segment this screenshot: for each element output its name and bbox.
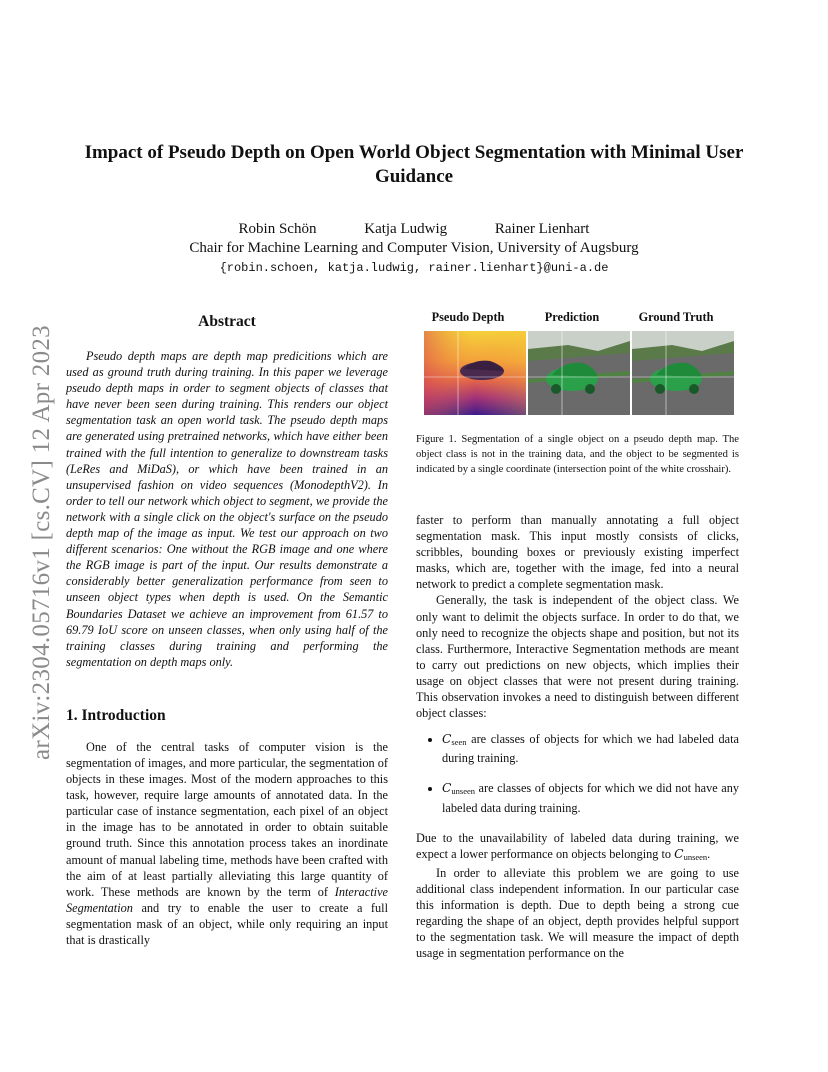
intro-text-b: and try to enable the user to create a full segmentation mask of an object, while only requiring an input that is drastically	[66, 900, 388, 947]
paragraph-expectation	[416, 830, 739, 865]
author-emails: {robin.schoen, katja.ludwig, rainer.lienhart}@uni-a.de	[219, 261, 609, 275]
list-item-unseen	[442, 780, 739, 815]
unseen-inline-subscript: unseen	[683, 851, 708, 862]
prediction-image	[528, 331, 630, 415]
list-item-seen	[442, 731, 739, 766]
right-column	[416, 310, 739, 961]
expectation-text: Due to the unavailability of labeled data during training, we expect a lower performance on objects belonging to	[416, 830, 739, 861]
c-unseen-symbol: C	[442, 781, 452, 796]
left-column	[66, 310, 388, 948]
affiliation: Chair for Machine Learning and Computer Vision, University of Augsburg	[189, 240, 639, 256]
c-unseen-inline: C	[674, 846, 684, 861]
unseen-text: are classes of objects for which we did not have any labeled data during training.	[442, 781, 739, 815]
c-seen-symbol: C	[442, 732, 452, 747]
seen-text: are classes of objects for which we had labeled data during training.	[442, 732, 739, 766]
arxiv-identifier: arXiv:2304.05716v1 [cs.CV] 12 Apr 2023	[28, 325, 55, 760]
abstract-heading: Abstract	[198, 313, 256, 330]
header-pseudo-depth: Pseudo Depth	[431, 310, 505, 324]
abstract-text: Pseudo depth maps are depth map predicitions which are used as ground truth during training. In this paper we leverage pseudo depth maps in order to segment objects of classes that have never been seen during training. This renders our object segmentation task an open world task. The pseudo depth maps are generated using pretrained networks, which have either been trained with the full intention to generalize to downstream tasks (LeRes and MiDaS), or which have been trained in an unsupervised fashion on video sequences (MonodepthV2). In order to tell our network which object to segment, we provide the network with a single click on the object's surface on the pseudo depth map of the image as input. We test our approach on two different scenarios: One without the RGB image and one where the RGB image is part of the input. Our results demonstrate a considerably better generalization performance from seen to unseen object types when depth is used. On the Semantic Boundaries Dataset we achieve an improvement from 61.57 to 69.79 IoU score on unseen classes, when only using half of the training classes during training and performing the segmentation on depth maps only.	[66, 349, 388, 669]
author-1: Robin Schön	[238, 221, 317, 237]
intro-emphasis: Interactive Segmentation	[66, 884, 388, 915]
header-ground-truth: Ground Truth	[638, 310, 714, 324]
unseen-subscript: unseen	[451, 786, 476, 797]
paragraph-depth-cue: In order to alleviate this problem we are going to use additional class independent information. In our particular case this information is depth. Due to depth being a strong cue regarding the shape of an object, depth provides helpful support to the segmentation task. We will measure the impact of depth usage in segmentation performance on the	[416, 865, 739, 961]
paragraph-class-independence: Generally, the task is independent of the object class. We only want to delimit the objects surface. In order to do that, we only need to recognize the objects shape and position, but not its class. Furthermore, Interactive Segmentation methods are meant to carry out predictions on new objects, which implies their usage on object classes that were not present during training. This observation invokes a need to distinguish between different object classes:	[416, 593, 739, 721]
figure-1	[416, 310, 739, 477]
figure-caption: Figure 1. Segmentation of a single object on a pseudo depth map. The object class is not in the training data, and the object to be segmented is indicated by a single coordinate (intersection point of the white crosshair).	[416, 434, 739, 475]
seen-subscript: seen	[451, 737, 467, 748]
author-list	[60, 219, 768, 239]
intro-text-a: One of the central tasks of computer vision is the segmentation of images, and more particular, the segmentation of objects in these images. Most of the modern approaches to this task, however, require large amounts of annotated data. In the particular case of instance segmentation, each pixel of an object in the image has to be annotated in order to obtain suitable ground truth. Since this annotation process takes an inordinate amount of manual labeling time, methods have been crafted with the aim of at least partially alleviating this large quantity of work. These methods are known by the term of	[66, 739, 388, 899]
paragraph-continuation: faster to perform than manually annotating a full object segmentation mask. This input mostly consists of clicks, scribbles, bounding boxes or previously existing imperfect masks, which are, together with the image, fed into a neural network to predict a complete segmentation mask.	[416, 513, 739, 592]
introduction-heading: 1. Introduction	[66, 706, 166, 724]
introduction-paragraph	[66, 739, 388, 948]
header-prediction: Prediction	[544, 310, 600, 324]
author-3: Rainer Lienhart	[494, 221, 590, 237]
pseudo-depth-image	[424, 331, 526, 415]
right-body-text	[416, 512, 739, 961]
paper-title: Impact of Pseudo Depth on Open World Object Segmentation with Minimal User Guidance	[84, 142, 744, 187]
figure-headers	[416, 310, 739, 330]
figure-panels	[424, 331, 739, 415]
class-definition-list	[416, 731, 739, 815]
expectation-end: .	[707, 846, 711, 861]
ground-truth-image	[632, 331, 734, 415]
author-2: Katja Ludwig	[364, 221, 448, 237]
